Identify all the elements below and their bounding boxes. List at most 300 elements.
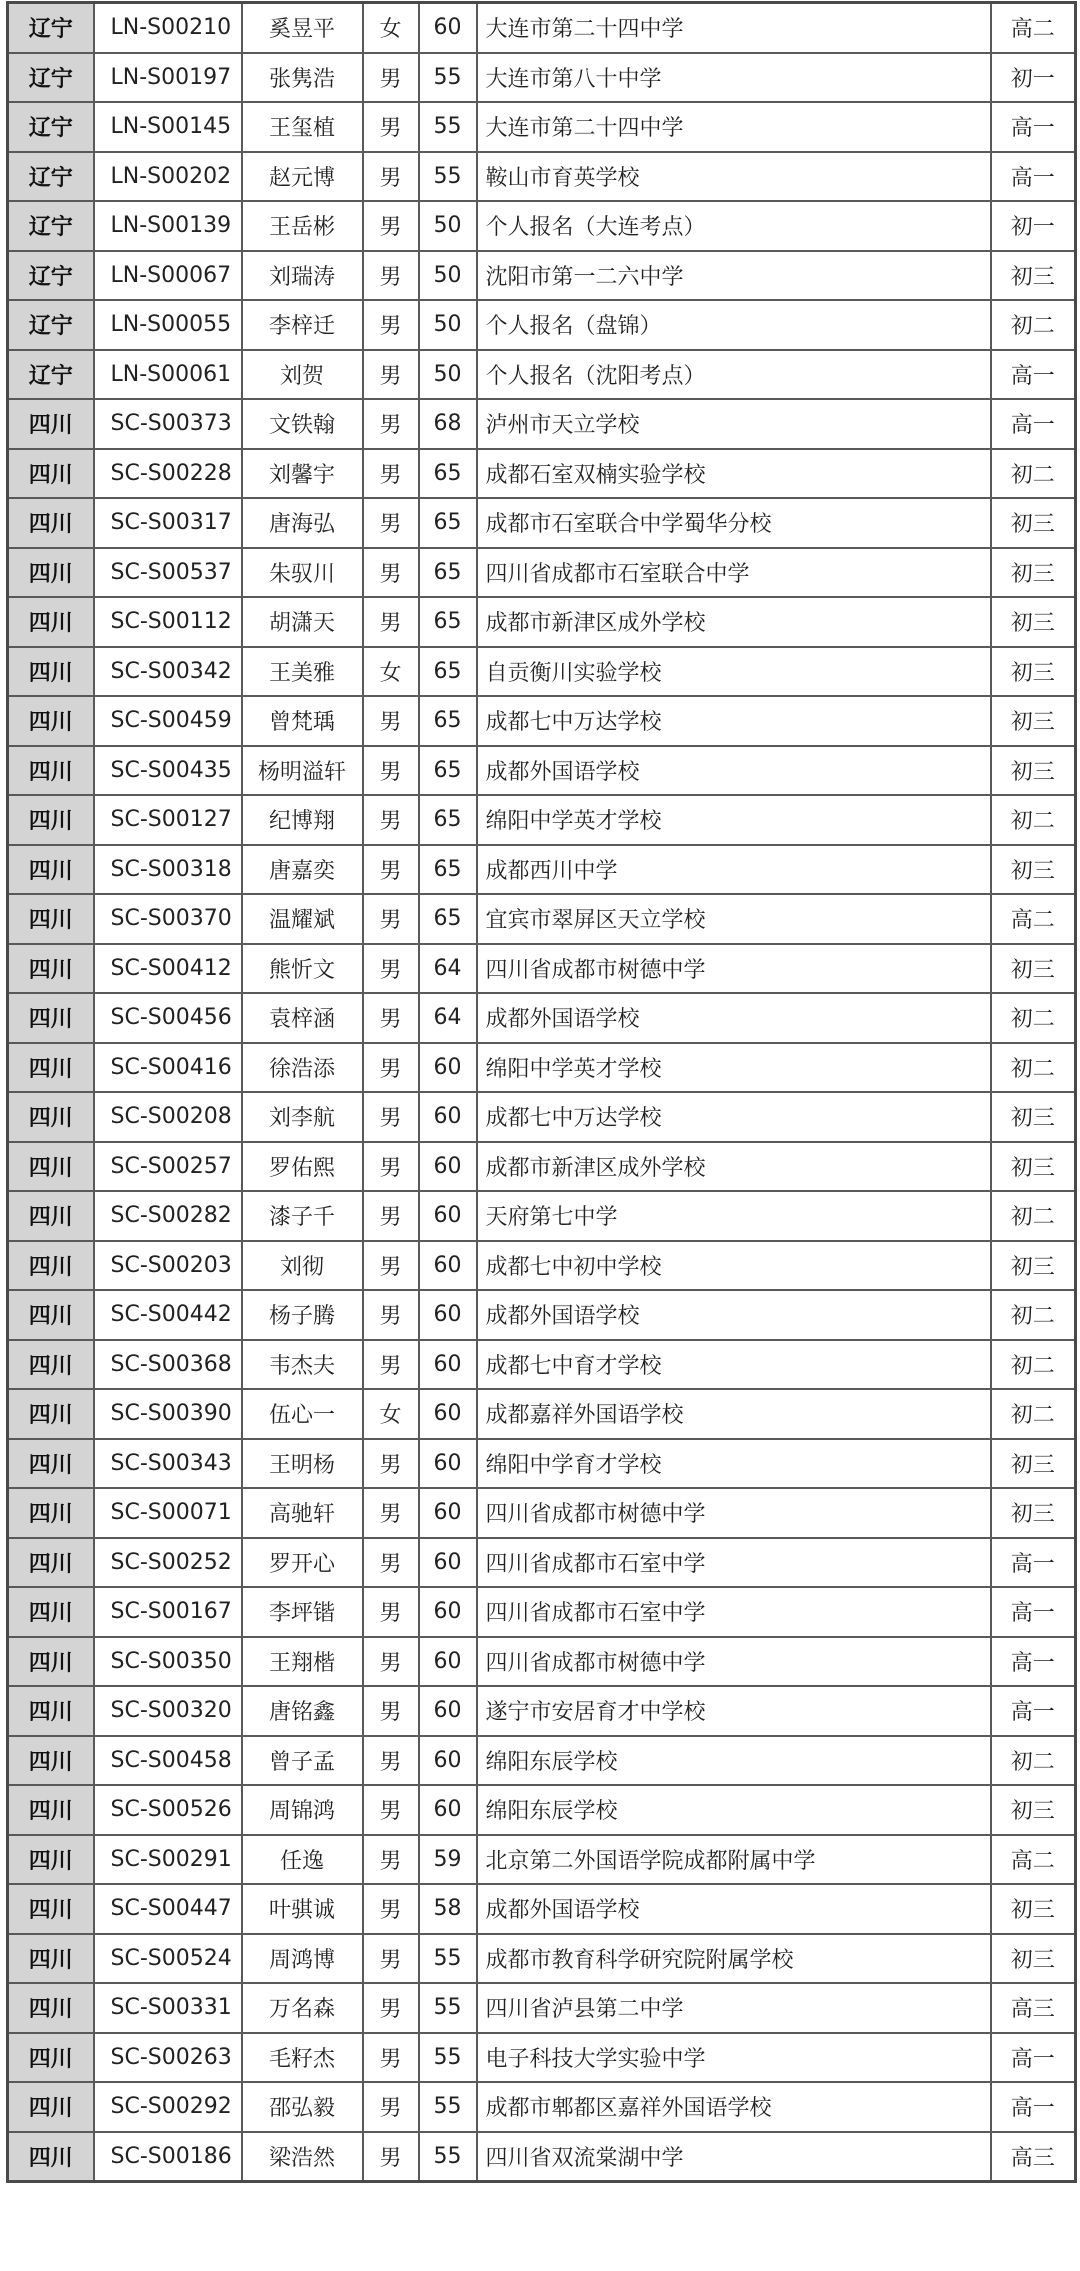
score-cell: 65 — [419, 449, 477, 499]
student-id-cell: SC-S00456 — [94, 993, 242, 1043]
school-cell: 宜宾市翠屏区天立学校 — [477, 894, 991, 944]
school-cell: 成都七中万达学校 — [477, 1092, 991, 1142]
student-name-cell: 曾子孟 — [242, 1736, 363, 1786]
student-id-cell: SC-S00447 — [94, 1884, 242, 1934]
student-name-cell: 万名森 — [242, 1983, 363, 2033]
table-row — [8, 1835, 1076, 1885]
gender-cell: 男 — [363, 449, 419, 499]
grade-cell: 高一 — [991, 102, 1076, 152]
table-row — [8, 1736, 1076, 1786]
grade-cell: 初二 — [991, 795, 1076, 845]
gender-cell: 女 — [363, 1389, 419, 1439]
student-name-cell: 熊忻文 — [242, 944, 363, 994]
province-cell: 四川 — [8, 1340, 94, 1390]
student-id-cell: SC-S00458 — [94, 1736, 242, 1786]
score-cell: 60 — [419, 1785, 477, 1835]
grade-cell: 高二 — [991, 3, 1076, 53]
student-id-cell: SC-S00127 — [94, 795, 242, 845]
province-cell: 四川 — [8, 1389, 94, 1439]
gender-cell: 男 — [363, 350, 419, 400]
student-name-cell: 任逸 — [242, 1835, 363, 1885]
province-cell: 辽宁 — [8, 102, 94, 152]
table-row — [8, 1389, 1076, 1439]
gender-cell: 男 — [363, 597, 419, 647]
score-cell: 60 — [419, 1736, 477, 1786]
table-row — [8, 3, 1076, 53]
gender-cell: 男 — [363, 696, 419, 746]
student-id-cell: LN-S00210 — [94, 3, 242, 53]
table-row — [8, 449, 1076, 499]
student-id-cell: SC-S00263 — [94, 2033, 242, 2083]
student-id-cell: SC-S00252 — [94, 1538, 242, 1588]
score-cell: 60 — [419, 1538, 477, 1588]
gender-cell: 男 — [363, 1686, 419, 1736]
table-row — [8, 251, 1076, 301]
grade-cell: 高一 — [991, 2033, 1076, 2083]
gender-cell: 男 — [363, 845, 419, 895]
student-name-cell: 文铁翰 — [242, 399, 363, 449]
score-cell: 55 — [419, 152, 477, 202]
grade-cell: 初二 — [991, 1290, 1076, 1340]
school-cell: 成都市教育科学研究院附属学校 — [477, 1934, 991, 1984]
gender-cell: 男 — [363, 1290, 419, 1340]
table-row — [8, 1983, 1076, 2033]
school-cell: 成都外国语学校 — [477, 746, 991, 796]
province-cell: 四川 — [8, 1043, 94, 1093]
student-name-cell: 唐海弘 — [242, 498, 363, 548]
school-cell: 大连市第二十四中学 — [477, 3, 991, 53]
table-row — [8, 1241, 1076, 1291]
grade-cell: 高一 — [991, 1686, 1076, 1736]
score-cell: 65 — [419, 845, 477, 895]
school-cell: 四川省成都市树德中学 — [477, 1637, 991, 1687]
student-name-cell: 唐嘉奕 — [242, 845, 363, 895]
score-cell: 60 — [419, 1439, 477, 1489]
student-name-cell: 邵弘毅 — [242, 2082, 363, 2132]
province-cell: 四川 — [8, 1785, 94, 1835]
table-row — [8, 944, 1076, 994]
student-id-cell: SC-S00390 — [94, 1389, 242, 1439]
score-cell: 60 — [419, 1290, 477, 1340]
province-cell: 四川 — [8, 2033, 94, 2083]
gender-cell: 男 — [363, 53, 419, 103]
table-row — [8, 1488, 1076, 1538]
grade-cell: 初三 — [991, 1439, 1076, 1489]
student-name-cell: 叶骐诚 — [242, 1884, 363, 1934]
student-name-cell: 张隽浩 — [242, 53, 363, 103]
student-name-cell: 唐铭鑫 — [242, 1686, 363, 1736]
school-cell: 四川省成都市树德中学 — [477, 944, 991, 994]
grade-cell: 初三 — [991, 1142, 1076, 1192]
score-cell: 65 — [419, 746, 477, 796]
gender-cell: 男 — [363, 548, 419, 598]
gender-cell: 男 — [363, 1043, 419, 1093]
province-cell: 四川 — [8, 1736, 94, 1786]
table-row — [8, 894, 1076, 944]
table-row — [8, 696, 1076, 746]
school-cell: 成都嘉祥外国语学校 — [477, 1389, 991, 1439]
student-id-cell: SC-S00291 — [94, 1835, 242, 1885]
school-cell: 成都石室双楠实验学校 — [477, 449, 991, 499]
province-cell: 四川 — [8, 795, 94, 845]
school-cell: 鞍山市育英学校 — [477, 152, 991, 202]
table-row — [8, 2082, 1076, 2132]
score-cell: 60 — [419, 1340, 477, 1390]
score-cell: 60 — [419, 1191, 477, 1241]
table-row — [8, 498, 1076, 548]
grade-cell: 初二 — [991, 993, 1076, 1043]
school-cell: 成都西川中学 — [477, 845, 991, 895]
grade-cell: 高一 — [991, 152, 1076, 202]
grade-cell: 高一 — [991, 1538, 1076, 1588]
student-id-cell: SC-S00416 — [94, 1043, 242, 1093]
gender-cell: 男 — [363, 498, 419, 548]
student-name-cell: 毛籽杰 — [242, 2033, 363, 2083]
student-name-cell: 罗开心 — [242, 1538, 363, 1588]
student-name-cell: 赵元博 — [242, 152, 363, 202]
province-cell: 四川 — [8, 1835, 94, 1885]
province-cell: 辽宁 — [8, 251, 94, 301]
student-id-cell: SC-S00412 — [94, 944, 242, 994]
student-id-cell: LN-S00202 — [94, 152, 242, 202]
student-id-cell: SC-S00320 — [94, 1686, 242, 1736]
score-cell: 60 — [419, 1389, 477, 1439]
table-row — [8, 746, 1076, 796]
grade-cell: 初二 — [991, 449, 1076, 499]
table-body — [8, 3, 1076, 2182]
score-cell: 50 — [419, 251, 477, 301]
student-id-cell: SC-S00292 — [94, 2082, 242, 2132]
school-cell: 四川省成都市石室中学 — [477, 1587, 991, 1637]
table-row — [8, 1340, 1076, 1390]
score-cell: 68 — [419, 399, 477, 449]
student-name-cell: 杨子腾 — [242, 1290, 363, 1340]
score-cell: 60 — [419, 1092, 477, 1142]
student-id-cell: SC-S00370 — [94, 894, 242, 944]
grade-cell: 高三 — [991, 1983, 1076, 2033]
province-cell: 四川 — [8, 1538, 94, 1588]
grade-cell: 初三 — [991, 944, 1076, 994]
grade-cell: 初三 — [991, 1092, 1076, 1142]
province-cell: 四川 — [8, 1884, 94, 1934]
gender-cell: 男 — [363, 746, 419, 796]
gender-cell: 男 — [363, 944, 419, 994]
student-id-cell: SC-S00343 — [94, 1439, 242, 1489]
table-row — [8, 993, 1076, 1043]
student-id-cell: SC-S00071 — [94, 1488, 242, 1538]
province-cell: 辽宁 — [8, 152, 94, 202]
score-cell: 60 — [419, 1488, 477, 1538]
grade-cell: 高一 — [991, 399, 1076, 449]
school-cell: 个人报名（大连考点） — [477, 201, 991, 251]
province-cell: 四川 — [8, 399, 94, 449]
score-cell: 60 — [419, 1686, 477, 1736]
table-row — [8, 399, 1076, 449]
school-cell: 沈阳市第一二六中学 — [477, 251, 991, 301]
grade-cell: 初三 — [991, 1785, 1076, 1835]
student-id-cell: SC-S00112 — [94, 597, 242, 647]
gender-cell: 男 — [363, 1587, 419, 1637]
student-id-cell: SC-S00459 — [94, 696, 242, 746]
school-cell: 北京第二外国语学院成都附属中学 — [477, 1835, 991, 1885]
gender-cell: 男 — [363, 152, 419, 202]
gender-cell: 男 — [363, 251, 419, 301]
score-cell: 55 — [419, 1983, 477, 2033]
grade-cell: 初二 — [991, 1389, 1076, 1439]
student-id-cell: SC-S00318 — [94, 845, 242, 895]
school-cell: 电子科技大学实验中学 — [477, 2033, 991, 2083]
student-name-cell: 高驰轩 — [242, 1488, 363, 1538]
table-row — [8, 2033, 1076, 2083]
province-cell: 四川 — [8, 944, 94, 994]
gender-cell: 男 — [363, 1736, 419, 1786]
table-row — [8, 350, 1076, 400]
student-name-cell: 杨明溢轩 — [242, 746, 363, 796]
grade-cell: 初三 — [991, 548, 1076, 598]
score-cell: 55 — [419, 102, 477, 152]
grade-cell: 初三 — [991, 1488, 1076, 1538]
province-cell: 四川 — [8, 647, 94, 697]
gender-cell: 男 — [363, 1439, 419, 1489]
table-row — [8, 597, 1076, 647]
grade-cell: 初二 — [991, 300, 1076, 350]
table-row — [8, 548, 1076, 598]
gender-cell: 男 — [363, 1488, 419, 1538]
grade-cell: 高二 — [991, 1835, 1076, 1885]
table-row — [8, 53, 1076, 103]
score-cell: 58 — [419, 1884, 477, 1934]
gender-cell: 男 — [363, 1191, 419, 1241]
school-cell: 成都市郫都区嘉祥外国语学校 — [477, 2082, 991, 2132]
province-cell: 四川 — [8, 1587, 94, 1637]
student-id-cell: SC-S00282 — [94, 1191, 242, 1241]
student-id-cell: SC-S00435 — [94, 746, 242, 796]
student-id-cell: SC-S00257 — [94, 1142, 242, 1192]
grade-cell: 高一 — [991, 1637, 1076, 1687]
student-name-cell: 刘彻 — [242, 1241, 363, 1291]
student-name-cell: 王翔楷 — [242, 1637, 363, 1687]
school-cell: 绵阳中学育才学校 — [477, 1439, 991, 1489]
student-name-cell: 李梓迁 — [242, 300, 363, 350]
table-row — [8, 1884, 1076, 1934]
province-cell: 辽宁 — [8, 53, 94, 103]
province-cell: 四川 — [8, 449, 94, 499]
school-cell: 成都七中育才学校 — [477, 1340, 991, 1390]
student-id-cell: SC-S00203 — [94, 1241, 242, 1291]
school-cell: 四川省成都市树德中学 — [477, 1488, 991, 1538]
province-cell: 四川 — [8, 1439, 94, 1489]
gender-cell: 男 — [363, 2033, 419, 2083]
school-cell: 四川省双流棠湖中学 — [477, 2132, 991, 2182]
gender-cell: 男 — [363, 795, 419, 845]
grade-cell: 初一 — [991, 53, 1076, 103]
school-cell: 成都外国语学校 — [477, 1290, 991, 1340]
grade-cell: 高一 — [991, 2082, 1076, 2132]
province-cell: 四川 — [8, 1191, 94, 1241]
school-cell: 泸州市天立学校 — [477, 399, 991, 449]
score-cell: 60 — [419, 1637, 477, 1687]
student-id-cell: SC-S00373 — [94, 399, 242, 449]
gender-cell: 男 — [363, 1934, 419, 1984]
score-cell: 60 — [419, 3, 477, 53]
province-cell: 四川 — [8, 1686, 94, 1736]
student-name-cell: 周锦鸿 — [242, 1785, 363, 1835]
school-cell: 成都七中初中学校 — [477, 1241, 991, 1291]
student-name-cell: 周鸿博 — [242, 1934, 363, 1984]
grade-cell: 初一 — [991, 201, 1076, 251]
student-name-cell: 刘瑞涛 — [242, 251, 363, 301]
grade-cell: 初三 — [991, 647, 1076, 697]
gender-cell: 男 — [363, 1785, 419, 1835]
score-cell: 65 — [419, 597, 477, 647]
gender-cell: 男 — [363, 1142, 419, 1192]
school-cell: 四川省成都市石室联合中学 — [477, 548, 991, 598]
student-name-cell: 曾梵瑀 — [242, 696, 363, 746]
school-cell: 成都市新津区成外学校 — [477, 597, 991, 647]
gender-cell: 男 — [363, 1884, 419, 1934]
school-cell: 绵阳中学英才学校 — [477, 795, 991, 845]
school-cell: 成都七中万达学校 — [477, 696, 991, 746]
student-id-cell: SC-S00526 — [94, 1785, 242, 1835]
table-row — [8, 102, 1076, 152]
score-cell: 65 — [419, 498, 477, 548]
student-name-cell: 罗佑熙 — [242, 1142, 363, 1192]
student-id-cell: SC-S00208 — [94, 1092, 242, 1142]
province-cell: 四川 — [8, 1934, 94, 1984]
student-name-cell: 刘贺 — [242, 350, 363, 400]
score-cell: 55 — [419, 2132, 477, 2182]
score-cell: 65 — [419, 795, 477, 845]
grade-cell: 高一 — [991, 350, 1076, 400]
table-row — [8, 1142, 1076, 1192]
table-row — [8, 1092, 1076, 1142]
table-row — [8, 1538, 1076, 1588]
table-row — [8, 795, 1076, 845]
grade-cell: 初三 — [991, 696, 1076, 746]
province-cell: 四川 — [8, 2132, 94, 2182]
gender-cell: 男 — [363, 993, 419, 1043]
student-name-cell: 韦杰夫 — [242, 1340, 363, 1390]
student-name-cell: 梁浩然 — [242, 2132, 363, 2182]
province-cell: 辽宁 — [8, 3, 94, 53]
score-cell: 65 — [419, 548, 477, 598]
gender-cell: 男 — [363, 1340, 419, 1390]
school-cell: 成都市石室联合中学蜀华分校 — [477, 498, 991, 548]
grade-cell: 高一 — [991, 1587, 1076, 1637]
grade-cell: 初三 — [991, 251, 1076, 301]
student-name-cell: 袁梓涵 — [242, 993, 363, 1043]
gender-cell: 男 — [363, 399, 419, 449]
score-cell: 50 — [419, 300, 477, 350]
table-row — [8, 647, 1076, 697]
school-cell: 大连市第八十中学 — [477, 53, 991, 103]
gender-cell: 男 — [363, 2082, 419, 2132]
student-name-cell: 漆子千 — [242, 1191, 363, 1241]
score-cell: 60 — [419, 1241, 477, 1291]
score-cell: 64 — [419, 944, 477, 994]
score-cell: 60 — [419, 1142, 477, 1192]
province-cell: 四川 — [8, 597, 94, 647]
student-id-cell: SC-S00442 — [94, 1290, 242, 1340]
table-row — [8, 300, 1076, 350]
grade-cell: 初三 — [991, 1884, 1076, 1934]
province-cell: 四川 — [8, 746, 94, 796]
table-row — [8, 152, 1076, 202]
province-cell: 四川 — [8, 1142, 94, 1192]
table-row — [8, 201, 1076, 251]
province-cell: 四川 — [8, 1637, 94, 1687]
school-cell: 绵阳东辰学校 — [477, 1785, 991, 1835]
student-id-cell: SC-S00331 — [94, 1983, 242, 2033]
province-cell: 四川 — [8, 498, 94, 548]
table-row — [8, 1785, 1076, 1835]
student-id-cell: SC-S00167 — [94, 1587, 242, 1637]
province-cell: 四川 — [8, 1241, 94, 1291]
gender-cell: 男 — [363, 1538, 419, 1588]
school-cell: 成都外国语学校 — [477, 1884, 991, 1934]
school-cell: 大连市第二十四中学 — [477, 102, 991, 152]
score-cell: 55 — [419, 2082, 477, 2132]
school-cell: 成都市新津区成外学校 — [477, 1142, 991, 1192]
school-cell: 遂宁市安居育才中学校 — [477, 1686, 991, 1736]
table-row — [8, 1191, 1076, 1241]
grade-cell: 初三 — [991, 1241, 1076, 1291]
score-cell: 55 — [419, 2033, 477, 2083]
gender-cell: 男 — [363, 1092, 419, 1142]
school-cell: 绵阳东辰学校 — [477, 1736, 991, 1786]
grade-cell: 初二 — [991, 1191, 1076, 1241]
student-id-cell: LN-S00061 — [94, 350, 242, 400]
score-cell: 65 — [419, 696, 477, 746]
table-row — [8, 845, 1076, 895]
results-table — [6, 1, 1077, 2183]
gender-cell: 男 — [363, 2132, 419, 2182]
table-row — [8, 1043, 1076, 1093]
score-cell: 65 — [419, 894, 477, 944]
gender-cell: 男 — [363, 201, 419, 251]
grade-cell: 高二 — [991, 894, 1076, 944]
gender-cell: 男 — [363, 1241, 419, 1291]
gender-cell: 男 — [363, 1637, 419, 1687]
score-cell: 59 — [419, 1835, 477, 1885]
student-id-cell: LN-S00139 — [94, 201, 242, 251]
province-cell: 四川 — [8, 2082, 94, 2132]
gender-cell: 女 — [363, 3, 419, 53]
province-cell: 四川 — [8, 696, 94, 746]
gender-cell: 男 — [363, 894, 419, 944]
score-cell: 60 — [419, 1587, 477, 1637]
school-cell: 成都外国语学校 — [477, 993, 991, 1043]
table-row — [8, 1587, 1076, 1637]
student-id-cell: LN-S00055 — [94, 300, 242, 350]
table-row — [8, 2132, 1076, 2182]
gender-cell: 男 — [363, 1983, 419, 2033]
student-name-cell: 徐浩添 — [242, 1043, 363, 1093]
score-cell: 50 — [419, 201, 477, 251]
province-cell: 四川 — [8, 548, 94, 598]
grade-cell: 初三 — [991, 1934, 1076, 1984]
school-cell: 四川省成都市石室中学 — [477, 1538, 991, 1588]
score-cell: 60 — [419, 1043, 477, 1093]
province-cell: 辽宁 — [8, 350, 94, 400]
school-cell: 自贡衡川实验学校 — [477, 647, 991, 697]
student-id-cell: SC-S00317 — [94, 498, 242, 548]
student-id-cell: SC-S00342 — [94, 647, 242, 697]
grade-cell: 初三 — [991, 845, 1076, 895]
score-cell: 50 — [419, 350, 477, 400]
table-row — [8, 1637, 1076, 1687]
student-name-cell: 王玺植 — [242, 102, 363, 152]
